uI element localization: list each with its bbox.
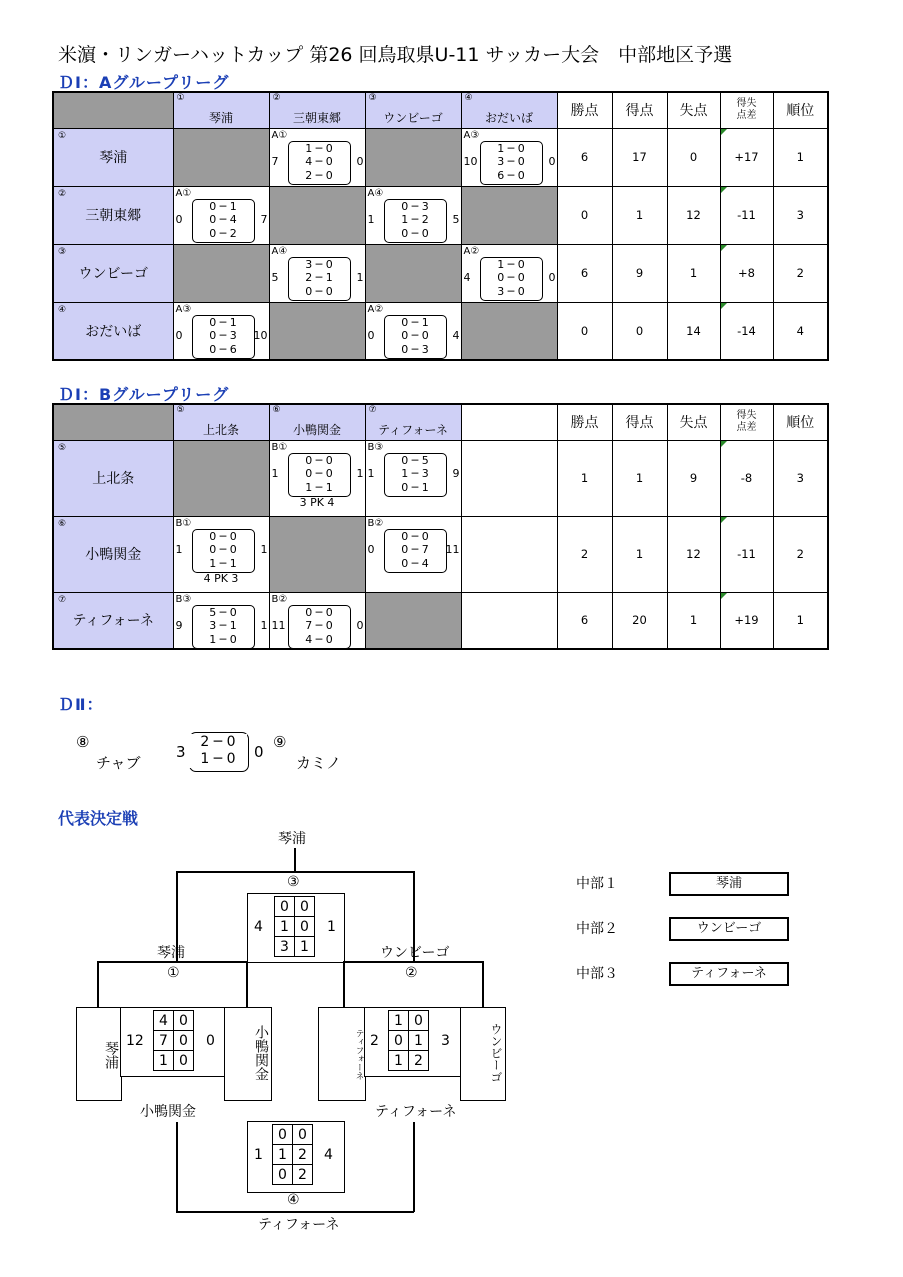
- half-score: 0 ─ 0: [209, 543, 237, 556]
- match-code: B①: [175, 517, 192, 529]
- match-code: A②: [463, 245, 480, 257]
- half-score: 0 ─ 0: [497, 271, 525, 284]
- stat-header: 失点: [667, 404, 720, 440]
- half-score: 1 ─ 3: [401, 467, 429, 480]
- total-left: 0: [175, 328, 183, 342]
- total-right: 1: [260, 542, 268, 556]
- stat-value: 0: [667, 128, 720, 186]
- stat-value: 1: [773, 592, 828, 649]
- match2-right-score: 3: [441, 1033, 450, 1049]
- half-score: 3 ─ 0: [497, 155, 525, 168]
- final-left-score: 4: [254, 919, 263, 935]
- team-name: 琴浦: [99, 150, 128, 166]
- stat-value: 17: [612, 128, 667, 186]
- stat-value: +17: [720, 128, 773, 186]
- page-title: 米濵・リンガーハットカップ 第26 回鳥取県U-11 サッカー大会 中部地区予選: [58, 44, 733, 66]
- half-score: 0 ─ 7: [401, 543, 429, 556]
- total-left: 7: [271, 154, 279, 168]
- total-left: 0: [175, 212, 183, 226]
- half-score: 0 ─ 0: [305, 467, 333, 480]
- team-number: ①: [176, 93, 185, 103]
- half-score: 2 ─ 1: [305, 271, 333, 284]
- bracket-line: [413, 1122, 415, 1212]
- team-number: ④: [464, 93, 473, 103]
- team-number: ②: [272, 93, 281, 103]
- half-score: 0 ─ 3: [209, 329, 237, 342]
- match2-loser: ティフォーネ: [375, 1104, 457, 1120]
- stat-value: 2: [557, 516, 612, 592]
- half-score: 0: [389, 1031, 409, 1051]
- rep-team: ウンビーゴ: [669, 917, 789, 941]
- stat-value: -11: [720, 516, 773, 592]
- half-score: 0 ─ 0: [401, 529, 429, 543]
- half-score: 1: [275, 917, 295, 937]
- stat-value: 1: [667, 244, 720, 302]
- half-score: 1: [154, 1051, 174, 1071]
- half-score: 3 ─ 1: [209, 619, 237, 632]
- half-score: 6 ─ 0: [497, 168, 525, 182]
- stat-header: 得失点差: [720, 92, 773, 128]
- stat-value: 3: [773, 440, 828, 516]
- half-score: 1: [389, 1011, 409, 1031]
- half-score: 0 ─ 2: [209, 226, 237, 240]
- half-score: 0: [273, 1125, 293, 1145]
- stat-header: 勝点: [557, 92, 612, 128]
- total-left: 1: [367, 466, 375, 480]
- half-score: 0 ─ 0: [209, 529, 237, 543]
- half-score: 0 ─ 3: [401, 199, 429, 213]
- match1-number: ①: [167, 965, 180, 981]
- stat-value: 1: [612, 186, 667, 244]
- stat-value: 0: [557, 302, 612, 360]
- half-score: 0: [293, 1125, 313, 1145]
- match-code: A①: [175, 187, 192, 199]
- half-score: 0 ─ 0: [305, 453, 333, 467]
- match4-score-grid: [272, 1124, 313, 1185]
- total-left: 11: [271, 618, 286, 632]
- half-score: 7 ─ 0: [305, 619, 333, 632]
- stat-value: 1: [612, 516, 667, 592]
- stat-value: 6: [557, 244, 612, 302]
- bracket-line: [97, 961, 248, 963]
- half-score: 1 ─ 0: [497, 141, 525, 155]
- pk-result: 3 PK 4: [299, 495, 335, 509]
- half-score: 1 ─ 1: [209, 556, 237, 570]
- team-number: ①: [58, 130, 67, 141]
- team-number: ⑦: [368, 405, 377, 415]
- bracket-line: [343, 961, 345, 1007]
- team-number: ②: [58, 188, 67, 199]
- match-code: B①: [271, 441, 288, 453]
- d2-right-number: ⑨: [273, 733, 287, 751]
- rep-label: 中部１: [576, 876, 618, 892]
- d2-left-score: 3: [176, 743, 186, 761]
- bracket-line: [176, 1211, 414, 1213]
- half-score: 3: [275, 937, 295, 957]
- match-code: A④: [271, 245, 288, 257]
- stat-value: 0: [612, 302, 667, 360]
- stat-header: 勝点: [557, 404, 612, 440]
- stat-header: 得点: [612, 92, 667, 128]
- match-code: A②: [367, 303, 384, 315]
- group-a-heading: ＤⅠ：Aグループリーグ: [58, 73, 230, 92]
- d2-right-team: カミノ: [296, 754, 342, 772]
- team-name: おだいば: [484, 110, 533, 125]
- match2-number: ②: [405, 965, 418, 981]
- match4-left-score: 1: [254, 1147, 263, 1163]
- rep-team: ティフォーネ: [669, 962, 789, 986]
- total-right: 5: [452, 212, 460, 226]
- total-right: 9: [452, 466, 460, 480]
- team-name: ウンビーゴ: [78, 266, 148, 282]
- rep-team: 琴浦: [669, 872, 789, 896]
- total-right: 0: [356, 618, 364, 632]
- half-score: 5 ─ 0: [209, 605, 237, 619]
- half-score: 0 ─ 0: [305, 605, 333, 619]
- rep-label: 中部２: [576, 921, 618, 937]
- bracket-line: [176, 1122, 178, 1212]
- d2-row-2: 1 ─ 0: [189, 751, 247, 768]
- bracket-line: [294, 848, 296, 872]
- match4-right-score: 4: [324, 1147, 333, 1163]
- half-score: 0: [273, 1165, 293, 1185]
- half-score: 1: [295, 937, 315, 957]
- stat-value: 2: [773, 516, 828, 592]
- team-name: ティフォーネ: [72, 613, 154, 630]
- half-score: 1 ─ 2: [401, 213, 429, 226]
- team-name: 小鴨関金: [85, 547, 142, 563]
- team-name: 小鴨関金: [292, 422, 341, 437]
- team-number: ③: [368, 93, 377, 103]
- total-left: 0: [367, 328, 375, 342]
- half-score: 3 ─ 0: [497, 284, 525, 298]
- match-code: B②: [367, 517, 384, 529]
- half-score: 0: [409, 1011, 429, 1031]
- d2-right-score: 0: [254, 743, 264, 761]
- total-right: 0: [548, 270, 556, 284]
- total-right: 0: [356, 154, 364, 168]
- match-code: A③: [463, 129, 480, 141]
- match4-number: ④: [287, 1192, 300, 1208]
- total-right: 1: [356, 270, 364, 284]
- stat-value: 6: [557, 128, 612, 186]
- half-score: 0: [174, 1051, 194, 1071]
- half-score: 1: [273, 1145, 293, 1165]
- half-score: 1 ─ 1: [305, 480, 333, 494]
- team-number: ⑤: [58, 442, 67, 453]
- team-name: 上北条: [92, 471, 135, 487]
- match2-right-team: ウンビーゴ: [489, 1023, 503, 1083]
- stat-header: 順位: [773, 92, 828, 128]
- total-left: 5: [271, 270, 279, 284]
- half-score: 0: [295, 897, 315, 917]
- match1-left-score: 12: [126, 1033, 144, 1049]
- half-score: 2: [293, 1145, 313, 1165]
- final-right-score: 1: [327, 919, 336, 935]
- team-name: ティフォーネ: [378, 422, 448, 437]
- total-right: 11: [445, 542, 460, 556]
- team-number: ⑦: [58, 594, 67, 605]
- stat-value: 1: [773, 128, 828, 186]
- stat-value: 1: [557, 440, 612, 516]
- stat-header: 順位: [773, 404, 828, 440]
- stat-value: -11: [720, 186, 773, 244]
- team-number: ⑤: [176, 405, 185, 415]
- stat-value: +8: [720, 244, 773, 302]
- team-number: ⑥: [58, 518, 67, 529]
- d2-left-team: チャブ: [96, 754, 141, 772]
- match2-left-score: 2: [370, 1033, 379, 1049]
- half-score: 0 ─ 1: [209, 199, 237, 213]
- stat-header: 得失点差: [720, 404, 773, 440]
- final-number: ③: [287, 874, 300, 890]
- half-score: 1: [409, 1031, 429, 1051]
- half-score: 1 ─ 0: [305, 141, 333, 155]
- total-right: 4: [452, 328, 460, 342]
- stat-value: 1: [612, 440, 667, 516]
- d2-left-number: ⑧: [76, 733, 90, 751]
- stat-value: -8: [720, 440, 773, 516]
- half-score: 0 ─ 1: [209, 315, 237, 329]
- match2-left-team: ティフォーネ: [354, 1028, 364, 1080]
- half-score: 0 ─ 0: [305, 284, 333, 298]
- half-score: 4: [154, 1011, 174, 1031]
- rep-label: 中部３: [576, 966, 618, 982]
- team-name: おだいば: [85, 323, 142, 340]
- third-place-name: ティフォーネ: [258, 1217, 340, 1233]
- stat-value: 1: [667, 592, 720, 649]
- bracket-line: [176, 871, 414, 873]
- bracket-line: [343, 961, 484, 963]
- stat-value: 2: [773, 244, 828, 302]
- total-right: 1: [260, 618, 268, 632]
- half-score: 3 ─ 0: [305, 257, 333, 271]
- stat-value: -14: [720, 302, 773, 360]
- team-number: ⑥: [272, 405, 281, 415]
- total-right: 7: [260, 212, 268, 226]
- total-left: 1: [175, 542, 183, 556]
- half-score: 4 ─ 0: [305, 155, 333, 168]
- stat-value: 14: [667, 302, 720, 360]
- half-score: 0: [174, 1031, 194, 1051]
- half-score: 0: [174, 1011, 194, 1031]
- half-score: 0 ─ 0: [401, 226, 429, 240]
- stat-value: 3: [773, 186, 828, 244]
- half-score: 0 ─ 4: [401, 556, 429, 570]
- match-code: B③: [175, 593, 192, 605]
- bracket-line: [482, 961, 484, 1007]
- half-score: 0: [295, 917, 315, 937]
- match-code: A①: [271, 129, 288, 141]
- half-score: 7: [154, 1031, 174, 1051]
- bracket-heading: 代表決定戦: [58, 809, 139, 828]
- champion-name: 琴浦: [278, 831, 306, 847]
- bracket-line: [97, 961, 99, 1007]
- stat-value: 12: [667, 516, 720, 592]
- half-score: 0 ─ 1: [401, 480, 429, 494]
- stat-header: 失点: [667, 92, 720, 128]
- d2-row-1: 2 ─ 0: [189, 734, 247, 751]
- team-number: ④: [58, 304, 67, 315]
- match1-right-score: 0: [206, 1033, 215, 1049]
- total-left: 1: [367, 212, 375, 226]
- stat-value: +19: [720, 592, 773, 649]
- pk-result: 4 PK 3: [203, 571, 239, 585]
- match-code: B③: [367, 441, 384, 453]
- group-b-heading: ＤⅠ：Bグループリーグ: [58, 385, 230, 404]
- half-score: 1: [389, 1051, 409, 1071]
- half-score: 2: [293, 1165, 313, 1185]
- bracket-line: [246, 961, 248, 1007]
- team-name: 琴浦: [208, 110, 233, 125]
- half-score: 0 ─ 6: [209, 342, 237, 356]
- stat-value: 0: [557, 186, 612, 244]
- stat-value: 4: [773, 302, 828, 360]
- total-left: 1: [271, 466, 279, 480]
- half-score: 0 ─ 4: [209, 213, 237, 226]
- half-score: 0: [275, 897, 295, 917]
- team-name: 三朝東郷: [85, 208, 142, 224]
- half-score: 0 ─ 0: [401, 329, 429, 342]
- total-left: 0: [367, 542, 375, 556]
- match1-left-team: 琴浦: [103, 1040, 119, 1069]
- half-score: 2 ─ 0: [305, 168, 333, 182]
- final-score-grid: [274, 896, 315, 957]
- half-score: 0 ─ 3: [401, 342, 429, 356]
- team-name: 三朝東郷: [292, 110, 341, 125]
- match-code: B②: [271, 593, 288, 605]
- total-right: 10: [253, 328, 268, 342]
- half-score: 1 ─ 0: [497, 257, 525, 271]
- half-score: 1 ─ 0: [209, 632, 237, 646]
- d2-heading: ＤⅡ：: [58, 695, 104, 714]
- total-left: 4: [463, 270, 471, 284]
- match-code: A③: [175, 303, 192, 315]
- team-name: 上北条: [202, 422, 239, 437]
- stat-header: 得点: [612, 404, 667, 440]
- match1-score-grid: [153, 1010, 194, 1071]
- stat-value: 9: [667, 440, 720, 516]
- half-score: 2: [409, 1051, 429, 1071]
- half-score: 4 ─ 0: [305, 632, 333, 646]
- match2-score-grid: [388, 1010, 429, 1071]
- half-score: 0 ─ 5: [401, 453, 429, 467]
- half-score: 0 ─ 1: [401, 315, 429, 329]
- semi-left-winner: 琴浦: [157, 945, 185, 961]
- team-name: ウンビーゴ: [383, 110, 443, 125]
- total-left: 9: [175, 618, 183, 632]
- total-right: 0: [548, 154, 556, 168]
- total-left: 10: [463, 154, 478, 168]
- team-number: ③: [58, 246, 67, 257]
- match1-right-team: 小鴨関金: [253, 1025, 269, 1081]
- stat-value: 6: [557, 592, 612, 649]
- total-right: 1: [356, 466, 364, 480]
- stat-value: 12: [667, 186, 720, 244]
- match1-loser: 小鴨関金: [140, 1104, 196, 1120]
- stat-value: 20: [612, 592, 667, 649]
- semi-right-winner: ウンビーゴ: [380, 945, 450, 961]
- match-code: A④: [367, 187, 384, 199]
- stat-value: 9: [612, 244, 667, 302]
